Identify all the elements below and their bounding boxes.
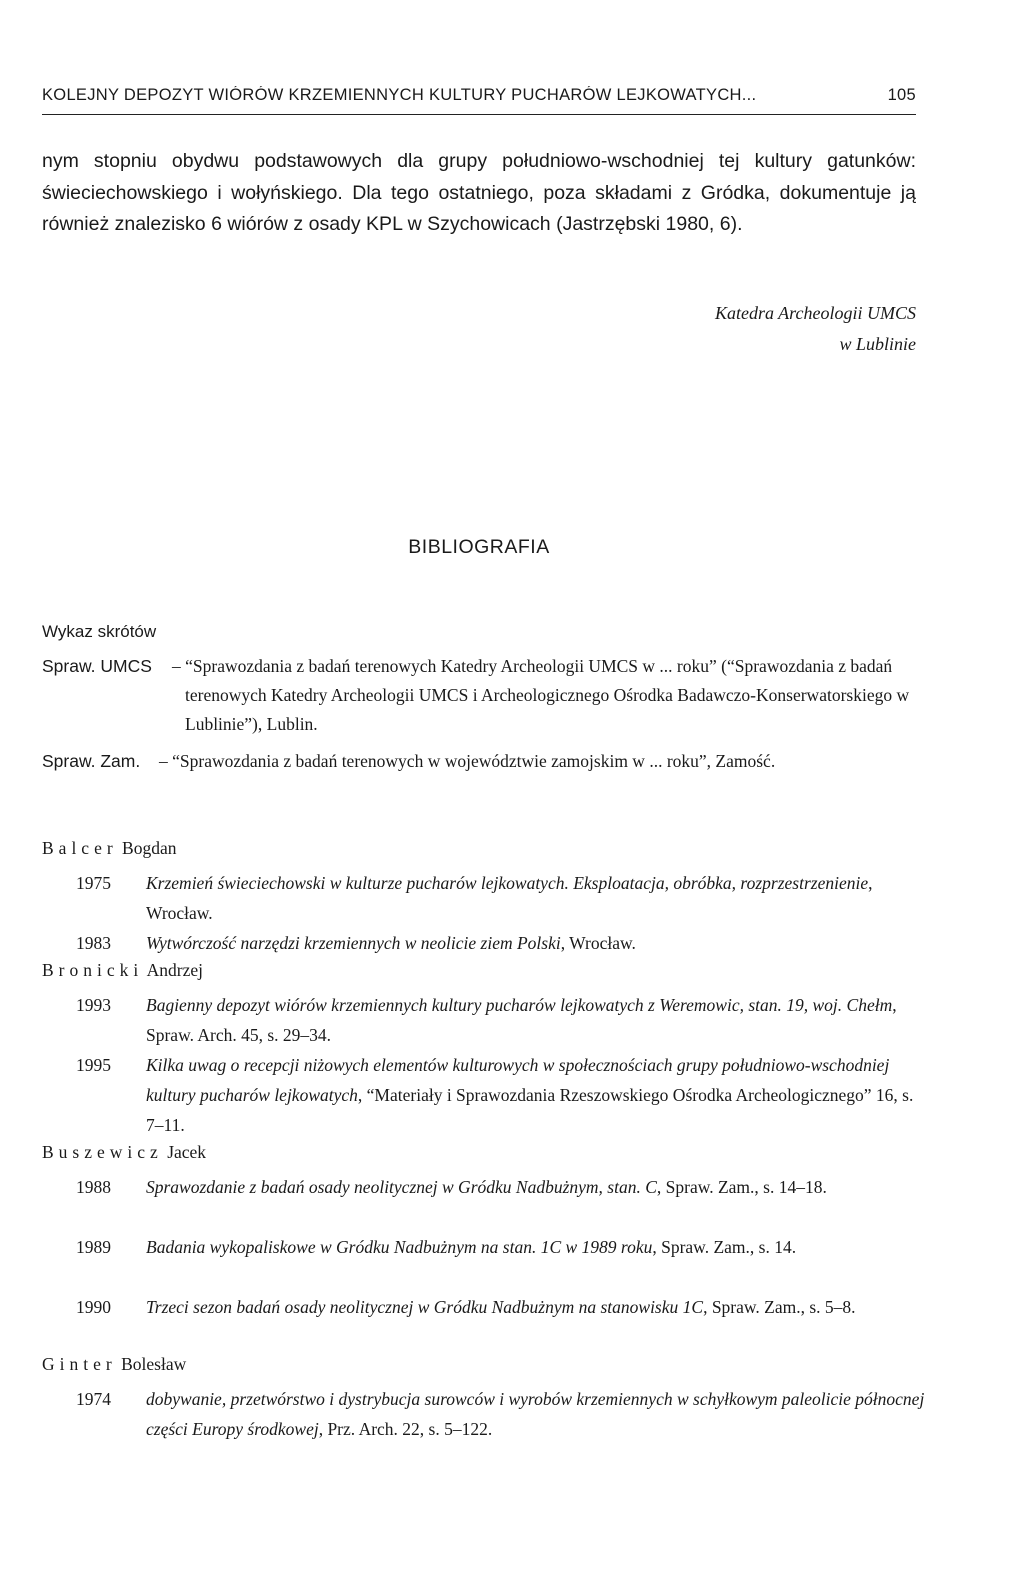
abbreviation-row xyxy=(42,652,916,742)
abbreviation-value: – “Sprawozdania z badań terenowych w województwie zamojskim w ... roku”, Zamość. xyxy=(159,751,776,771)
entry-details: , Prz. Arch. 22, s. 5–122. xyxy=(318,1419,493,1439)
author-given-name: Bogdan xyxy=(122,838,177,858)
page-number: 105 xyxy=(887,86,916,104)
entry-year: 1993 xyxy=(76,995,111,1015)
entry-title: Wytwórczość narzędzi krzemiennych w neolicie ziem Polski xyxy=(146,933,561,953)
entry-title: Krzemień świeciechowski w kulturze pucharów lejkowatych. Eksploatacja, obróbka, rozprzestrzenienie xyxy=(146,873,869,893)
entry-details: , Wrocław. xyxy=(560,933,636,953)
entry-year: 1989 xyxy=(76,1237,111,1257)
page xyxy=(42,0,925,1592)
entry-details: , “Materiały i Sprawozdania Rzeszowskiego Ośrodka Archeologicznego” 16, s. 7–11. xyxy=(146,1085,914,1135)
author-heading xyxy=(42,960,203,981)
entry-details: , Wrocław. xyxy=(146,873,873,923)
entry-title: Kilka uwag o recepcji niżowych elementów kulturowych w społecznościach grupy południowo-wschodniej kultury pucharów lejkowatych xyxy=(146,1055,890,1105)
entry-details: , Spraw. Zam., s. 14–18. xyxy=(656,1177,827,1197)
author-surname: Balcer xyxy=(42,838,118,858)
running-head xyxy=(42,86,916,105)
header-rule xyxy=(42,114,916,115)
author-given-name: Bolesław xyxy=(121,1354,187,1374)
running-title: KOLEJNY DEPOZYT WIÓRÓW KRZEMIENNYCH KULTURY PUCHARÓW LEJKOWATYCH... xyxy=(42,86,757,104)
affiliation-line2: w Lublinie xyxy=(839,334,916,354)
affiliation-line1: Katedra Archeologii UMCS xyxy=(715,303,916,323)
entry-details: , Spraw. Arch. 45, s. 29–34. xyxy=(146,995,897,1045)
entry-year: 1975 xyxy=(76,873,111,893)
entry-details: , Spraw. Zam., s. 14. xyxy=(652,1237,797,1257)
entry-year: 1995 xyxy=(76,1055,111,1075)
author-heading xyxy=(42,1142,206,1163)
abbreviation-row xyxy=(42,747,916,807)
entry-details: , Spraw. Zam., s. 5–8. xyxy=(703,1297,856,1317)
abbreviation-value: – “Sprawozdania z badań terenowych Katedry Archeologii UMCS w ... roku” (“Sprawozdania z badań terenowych Katedry Archeologii UMCS i Archeologicznego Ośrodka Badawczo-Konserwatorskiego w Lublinie”), Lublin. xyxy=(172,656,910,734)
author-surname: Ginter xyxy=(42,1354,117,1374)
abbreviation-key: Spraw. UMCS xyxy=(42,656,152,676)
entry-title: Bagienny depozyt wiórów krzemiennych kultury pucharów lejkowatych z Weremowic, stan. 19, woj. Chełm xyxy=(146,995,893,1015)
body-paragraph: nym stopniu obydwu podstawowych dla grupy południowo-wschodniej tej kultury gatunków: świeciechowskiego i wołyńskiego. Dla tego ostatniego, poza składami z Gródka, dokumentuje ją również znalezisko 6 wiórów z osady KPL w Szychowicach (Jastrzębski 1980, 6). xyxy=(42,150,916,235)
entry-title: Badania wykopaliskowe w Gródku Nadbużnym na stan. 1C w 1989 roku xyxy=(146,1237,653,1257)
author-heading xyxy=(42,1354,186,1375)
author-given-name: Jacek xyxy=(167,1142,207,1162)
entry-year: 1990 xyxy=(76,1297,111,1317)
entry-title: Sprawozdanie z badań osady neolitycznej w Gródku Nadbużnym, stan. C xyxy=(146,1177,657,1197)
abbreviation-key: Spraw. Zam. xyxy=(42,751,141,771)
author-heading xyxy=(42,838,177,859)
entry-year: 1988 xyxy=(76,1177,111,1197)
entry-title: dobywanie, przetwórstwo i dystrybucja surowców i wyrobów krzemiennych w schyłkowym paleolicie północnej części Europy środkowej xyxy=(146,1389,925,1439)
author-surname: Bronicki xyxy=(42,960,144,980)
bibliography-heading: BIBLIOGRAFIA xyxy=(408,536,550,558)
author-given-name: Andrzej xyxy=(146,960,204,980)
author-surname: Buszewicz xyxy=(42,1142,163,1162)
entry-year: 1983 xyxy=(76,933,111,953)
entry-title: Trzeci sezon badań osady neolitycznej w Gródku Nadbużnym na stanowisku 1C xyxy=(146,1297,704,1317)
entry-year: 1974 xyxy=(76,1389,111,1409)
abbreviations-title: Wykaz skrótów xyxy=(42,622,157,641)
